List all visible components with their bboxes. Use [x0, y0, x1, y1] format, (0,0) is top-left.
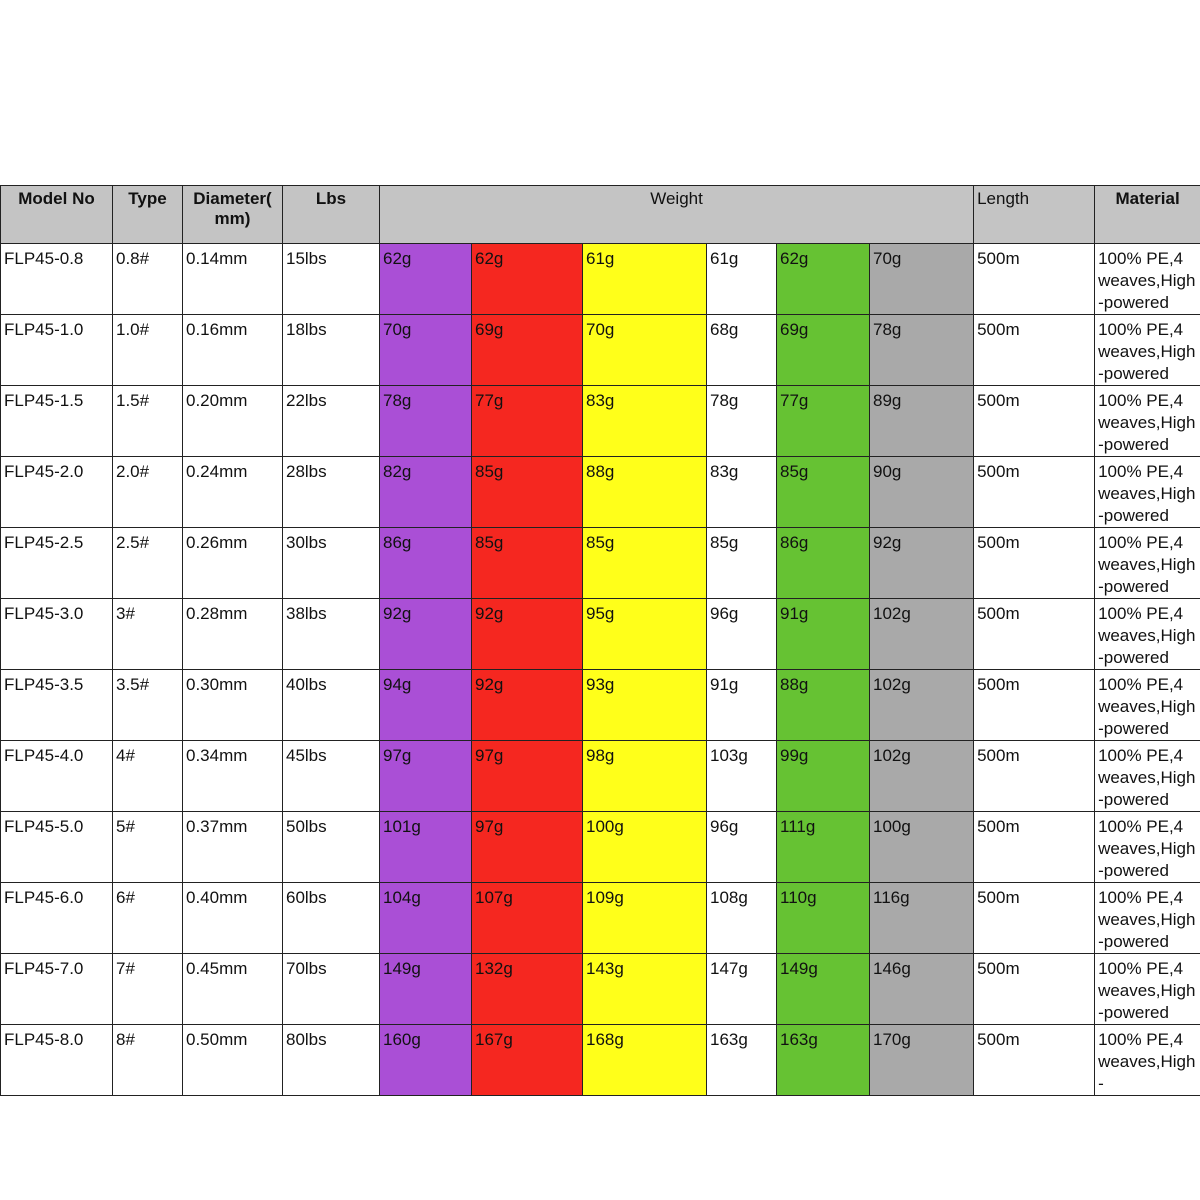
- cell-weight-red: 92g: [472, 670, 583, 741]
- cell-type: 8#: [113, 1025, 183, 1096]
- cell-material: 100% PE,4 weaves,High-powered: [1095, 599, 1200, 670]
- table-row: [1, 812, 1200, 883]
- cell-length: 500m: [974, 315, 1095, 386]
- cell-lbs: 30lbs: [283, 528, 380, 599]
- header-length: Length: [974, 186, 1095, 244]
- cell-weight-yellow: 83g: [583, 386, 707, 457]
- header-diameter: Diameter( mm): [183, 186, 283, 244]
- cell-diameter: 0.20mm: [183, 386, 283, 457]
- cell-weight-yellow: 70g: [583, 315, 707, 386]
- cell-weight-red: 107g: [472, 883, 583, 954]
- table-row: [1, 954, 1200, 1025]
- cell-lbs: 38lbs: [283, 599, 380, 670]
- header-row: [1, 186, 1200, 244]
- cell-diameter: 0.26mm: [183, 528, 283, 599]
- cell-weight-red: 77g: [472, 386, 583, 457]
- cell-material: 100% PE,4 weaves,High-powered: [1095, 670, 1200, 741]
- cell-material: 100% PE,4 weaves,High-powered: [1095, 315, 1200, 386]
- cell-length: 500m: [974, 883, 1095, 954]
- cell-type: 0.8#: [113, 244, 183, 315]
- cell-diameter: 0.37mm: [183, 812, 283, 883]
- cell-lbs: 40lbs: [283, 670, 380, 741]
- cell-model-no: FLP45-1.5: [1, 386, 113, 457]
- header-model-no: Model No: [1, 186, 113, 244]
- cell-material: 100% PE,4 weaves,High-powered: [1095, 954, 1200, 1025]
- cell-weight-grey: 92g: [870, 528, 974, 599]
- cell-lbs: 15lbs: [283, 244, 380, 315]
- cell-model-no: FLP45-4.0: [1, 741, 113, 812]
- cell-type: 5#: [113, 812, 183, 883]
- cell-weight-yellow: 61g: [583, 244, 707, 315]
- cell-weight-green: 69g: [777, 315, 870, 386]
- cell-weight-green: 88g: [777, 670, 870, 741]
- cell-lbs: 60lbs: [283, 883, 380, 954]
- cell-weight-purple: 62g: [380, 244, 472, 315]
- cell-diameter: 0.40mm: [183, 883, 283, 954]
- cell-material: 100% PE,4 weaves,High-powered: [1095, 244, 1200, 315]
- cell-weight-purple: 86g: [380, 528, 472, 599]
- cell-weight-grey: 102g: [870, 670, 974, 741]
- header-lbs: Lbs: [283, 186, 380, 244]
- cell-lbs: 45lbs: [283, 741, 380, 812]
- spec-table: [0, 185, 1200, 1096]
- cell-weight-grey: 78g: [870, 315, 974, 386]
- cell-weight-red: 69g: [472, 315, 583, 386]
- cell-length: 500m: [974, 457, 1095, 528]
- cell-weight-yellow: 85g: [583, 528, 707, 599]
- cell-weight-white: 163g: [707, 1025, 777, 1096]
- cell-material: 100% PE,4 weaves,High-powered: [1095, 386, 1200, 457]
- cell-weight-purple: 160g: [380, 1025, 472, 1096]
- table-row: [1, 599, 1200, 670]
- cell-type: 3.5#: [113, 670, 183, 741]
- cell-lbs: 50lbs: [283, 812, 380, 883]
- cell-weight-yellow: 168g: [583, 1025, 707, 1096]
- cell-length: 500m: [974, 1025, 1095, 1096]
- cell-weight-grey: 102g: [870, 741, 974, 812]
- cell-weight-grey: 170g: [870, 1025, 974, 1096]
- table-row: [1, 386, 1200, 457]
- cell-weight-white: 96g: [707, 599, 777, 670]
- cell-weight-green: 163g: [777, 1025, 870, 1096]
- cell-model-no: FLP45-6.0: [1, 883, 113, 954]
- cell-weight-yellow: 143g: [583, 954, 707, 1025]
- table-row: [1, 244, 1200, 315]
- cell-material: 100% PE,4 weaves,High-powered: [1095, 741, 1200, 812]
- cell-type: 7#: [113, 954, 183, 1025]
- cell-weight-red: 85g: [472, 457, 583, 528]
- cell-weight-green: 62g: [777, 244, 870, 315]
- cell-lbs: 18lbs: [283, 315, 380, 386]
- header-type: Type: [113, 186, 183, 244]
- cell-weight-white: 147g: [707, 954, 777, 1025]
- cell-diameter: 0.45mm: [183, 954, 283, 1025]
- cell-weight-grey: 146g: [870, 954, 974, 1025]
- cell-weight-red: 167g: [472, 1025, 583, 1096]
- cell-weight-grey: 70g: [870, 244, 974, 315]
- cell-weight-yellow: 109g: [583, 883, 707, 954]
- cell-model-no: FLP45-1.0: [1, 315, 113, 386]
- cell-weight-grey: 90g: [870, 457, 974, 528]
- cell-length: 500m: [974, 244, 1095, 315]
- table-row: [1, 315, 1200, 386]
- cell-weight-white: 83g: [707, 457, 777, 528]
- cell-weight-grey: 89g: [870, 386, 974, 457]
- cell-length: 500m: [974, 954, 1095, 1025]
- cell-diameter: 0.24mm: [183, 457, 283, 528]
- cell-weight-grey: 116g: [870, 883, 974, 954]
- cell-weight-yellow: 95g: [583, 599, 707, 670]
- cell-type: 4#: [113, 741, 183, 812]
- cell-diameter: 0.50mm: [183, 1025, 283, 1096]
- table-row: [1, 670, 1200, 741]
- cell-diameter: 0.16mm: [183, 315, 283, 386]
- table-body: [1, 244, 1200, 1096]
- table-row: [1, 883, 1200, 954]
- cell-weight-white: 96g: [707, 812, 777, 883]
- cell-lbs: 22lbs: [283, 386, 380, 457]
- cell-material: 100% PE,4 weaves,High-powered: [1095, 528, 1200, 599]
- cell-weight-yellow: 100g: [583, 812, 707, 883]
- cell-weight-green: 99g: [777, 741, 870, 812]
- cell-material: 100% PE,4 weaves,High-powered: [1095, 883, 1200, 954]
- cell-diameter: 0.14mm: [183, 244, 283, 315]
- cell-weight-red: 62g: [472, 244, 583, 315]
- cell-type: 1.0#: [113, 315, 183, 386]
- cell-weight-white: 85g: [707, 528, 777, 599]
- cell-length: 500m: [974, 812, 1095, 883]
- cell-material: 100% PE,4 weaves,High-: [1095, 1025, 1200, 1096]
- cell-weight-white: 78g: [707, 386, 777, 457]
- header-material: Material: [1095, 186, 1200, 244]
- cell-lbs: 70lbs: [283, 954, 380, 1025]
- cell-model-no: FLP45-0.8: [1, 244, 113, 315]
- cell-lbs: 28lbs: [283, 457, 380, 528]
- cell-weight-green: 85g: [777, 457, 870, 528]
- cell-weight-purple: 82g: [380, 457, 472, 528]
- cell-lbs: 80lbs: [283, 1025, 380, 1096]
- cell-weight-purple: 92g: [380, 599, 472, 670]
- cell-model-no: FLP45-5.0: [1, 812, 113, 883]
- cell-weight-purple: 94g: [380, 670, 472, 741]
- cell-model-no: FLP45-8.0: [1, 1025, 113, 1096]
- cell-weight-purple: 70g: [380, 315, 472, 386]
- cell-weight-white: 108g: [707, 883, 777, 954]
- cell-weight-white: 68g: [707, 315, 777, 386]
- cell-weight-green: 91g: [777, 599, 870, 670]
- table-row: [1, 457, 1200, 528]
- cell-length: 500m: [974, 670, 1095, 741]
- cell-weight-red: 92g: [472, 599, 583, 670]
- table-row: [1, 1025, 1200, 1096]
- cell-model-no: FLP45-2.5: [1, 528, 113, 599]
- cell-weight-grey: 100g: [870, 812, 974, 883]
- cell-weight-green: 77g: [777, 386, 870, 457]
- cell-model-no: FLP45-2.0: [1, 457, 113, 528]
- cell-diameter: 0.30mm: [183, 670, 283, 741]
- cell-weight-white: 61g: [707, 244, 777, 315]
- cell-diameter: 0.34mm: [183, 741, 283, 812]
- cell-weight-red: 97g: [472, 741, 583, 812]
- cell-length: 500m: [974, 528, 1095, 599]
- cell-weight-white: 103g: [707, 741, 777, 812]
- cell-diameter: 0.28mm: [183, 599, 283, 670]
- cell-weight-grey: 102g: [870, 599, 974, 670]
- cell-weight-yellow: 98g: [583, 741, 707, 812]
- cell-weight-green: 111g: [777, 812, 870, 883]
- cell-weight-green: 110g: [777, 883, 870, 954]
- cell-weight-red: 97g: [472, 812, 583, 883]
- cell-type: 2.0#: [113, 457, 183, 528]
- cell-weight-yellow: 88g: [583, 457, 707, 528]
- cell-weight-purple: 97g: [380, 741, 472, 812]
- cell-weight-white: 91g: [707, 670, 777, 741]
- header-weight: Weight: [380, 186, 974, 244]
- cell-weight-green: 86g: [777, 528, 870, 599]
- cell-length: 500m: [974, 599, 1095, 670]
- table-row: [1, 528, 1200, 599]
- cell-length: 500m: [974, 386, 1095, 457]
- cell-weight-red: 132g: [472, 954, 583, 1025]
- cell-model-no: FLP45-3.0: [1, 599, 113, 670]
- table-row: [1, 741, 1200, 812]
- cell-weight-purple: 101g: [380, 812, 472, 883]
- cell-length: 500m: [974, 741, 1095, 812]
- cell-material: 100% PE,4 weaves,High-powered: [1095, 812, 1200, 883]
- cell-weight-yellow: 93g: [583, 670, 707, 741]
- cell-model-no: FLP45-3.5: [1, 670, 113, 741]
- cell-weight-green: 149g: [777, 954, 870, 1025]
- cell-type: 2.5#: [113, 528, 183, 599]
- cell-weight-purple: 104g: [380, 883, 472, 954]
- cell-type: 6#: [113, 883, 183, 954]
- cell-weight-red: 85g: [472, 528, 583, 599]
- cell-type: 3#: [113, 599, 183, 670]
- cell-material: 100% PE,4 weaves,High-powered: [1095, 457, 1200, 528]
- cell-weight-purple: 149g: [380, 954, 472, 1025]
- cell-type: 1.5#: [113, 386, 183, 457]
- cell-weight-purple: 78g: [380, 386, 472, 457]
- cell-model-no: FLP45-7.0: [1, 954, 113, 1025]
